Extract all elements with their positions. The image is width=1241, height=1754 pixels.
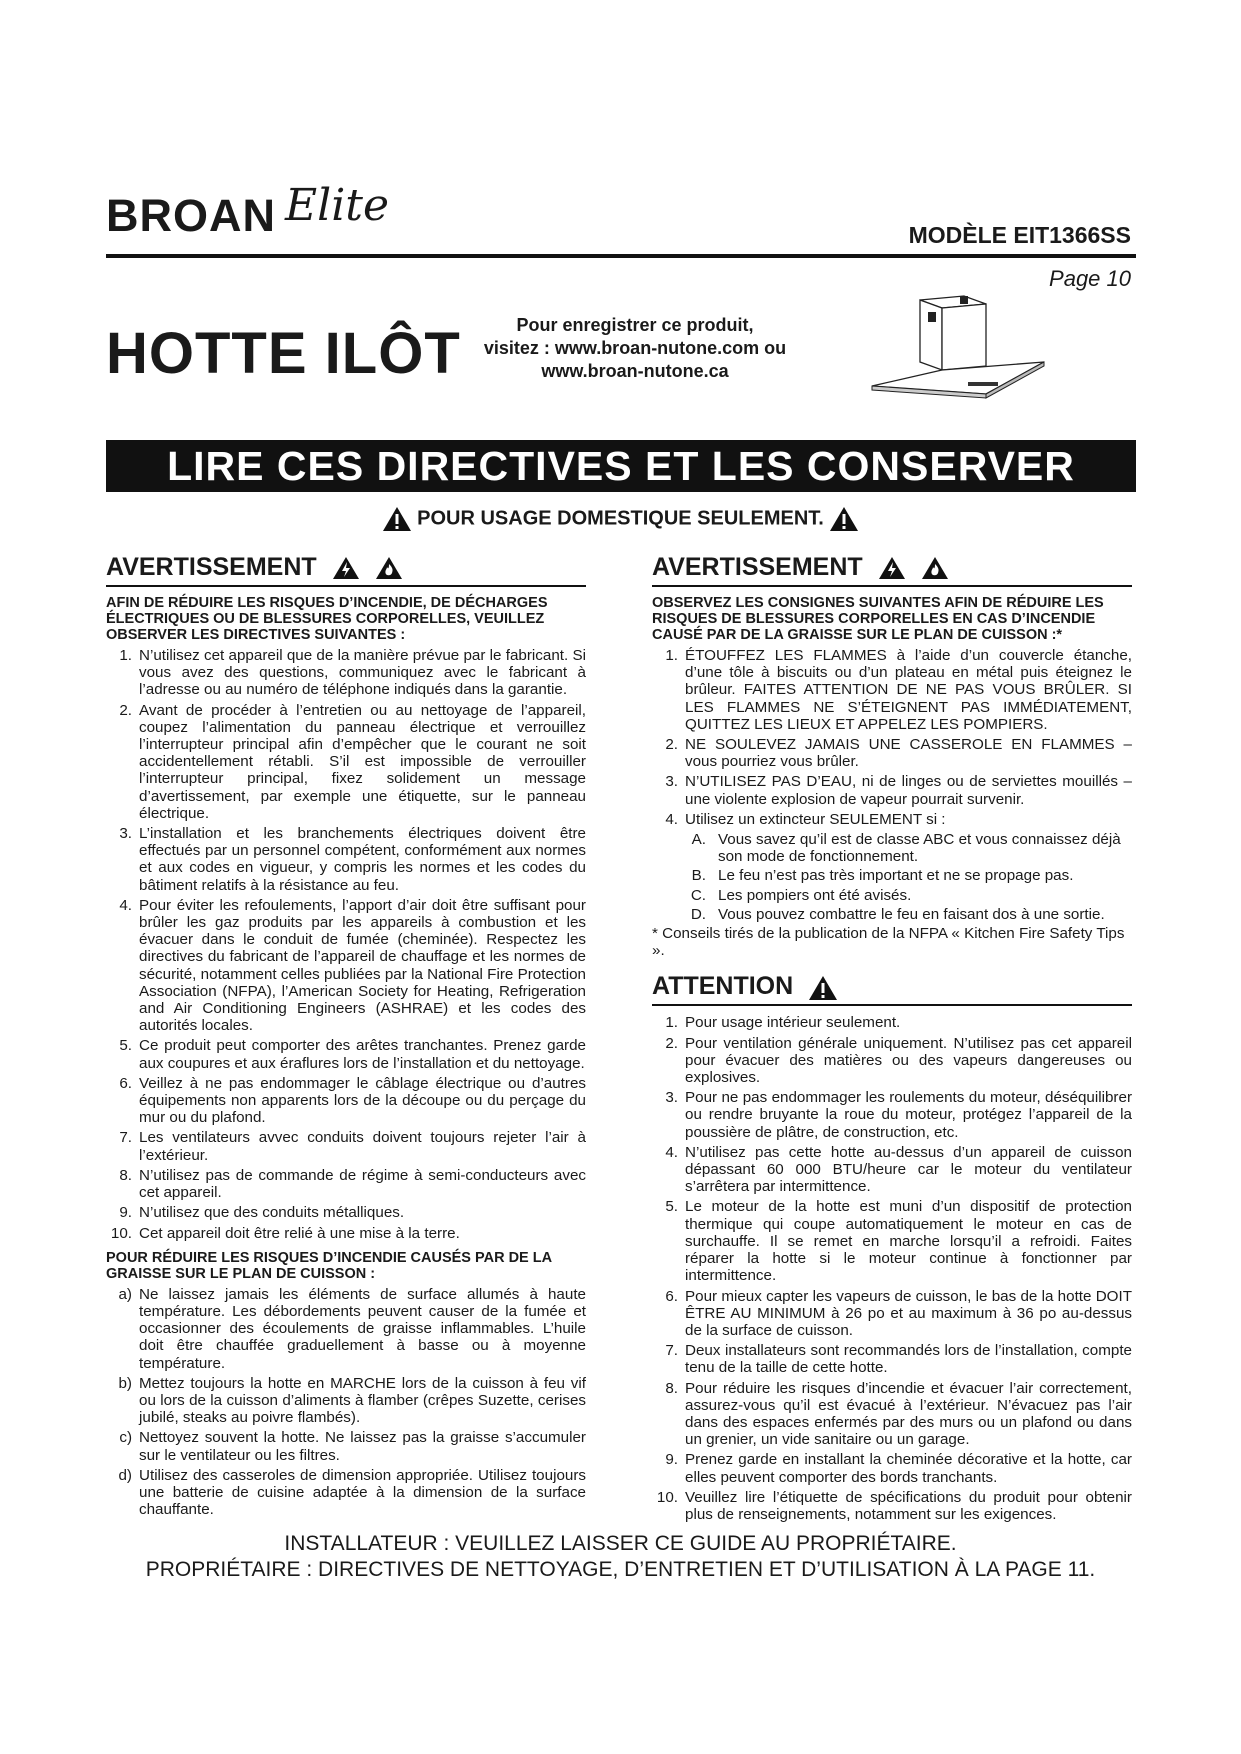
- grease-intro: POUR RÉDUIRE LES RISQUES D’INCENDIE CAUSÉS PAR DE LA GRAISSE SUR LE PLAN DE CUISSON :: [106, 1249, 552, 1282]
- left-intro: AFIN DE RÉDUIRE LES RISQUES D’INCENDIE, DE DÉCHARGES ÉLECTRIQUES OU DE BLESSURES CORPORELLES, VEUILLEZ OBSERVER LES DIRECTIVES SUIVANTES :: [106, 595, 548, 643]
- left-column: [106, 552, 586, 1521]
- item-number: 5.: [665, 1198, 678, 1216]
- main-banner: LIRE CES DIRECTIVES ET LES CONSERVER: [106, 440, 1136, 492]
- item-number: 1.: [665, 1014, 678, 1032]
- register-line: www.broan-nutone.ca: [541, 361, 729, 381]
- item-number: 8.: [119, 1166, 132, 1184]
- item-number: 5.: [119, 1037, 132, 1055]
- warning-heading-text: AVERTISSEMENT: [652, 553, 863, 581]
- list-item: [652, 906, 1132, 923]
- list-item: [106, 1075, 586, 1127]
- item-text: Pour mieux capter les vapeurs de cuisson, le bas de la hotte DOIT ÊTRE AU MINIMUM à 26 po et au maximum à 36 po au-dessus de la surface de cuisson.: [685, 1287, 1132, 1339]
- list-item: [652, 736, 1132, 770]
- list-item: [652, 773, 1132, 807]
- item-number: 4.: [665, 810, 678, 828]
- item-letter: B.: [691, 867, 706, 885]
- item-text: Prenez garde en installant la cheminée décorative et la hotte, car elles peuvent comporter des bords tranchants.: [685, 1451, 1132, 1486]
- item-text: NE SOULEVEZ JAMAIS UNE CASSEROLE EN FLAMMES – vous pourriez vous brûler.: [685, 736, 1132, 771]
- item-text: Cet appareil doit être relié à une mise à la terre.: [139, 1224, 460, 1242]
- item-text: N’utilisez cet appareil que de la manière prévue par le fabricant. Si vous avez des questions, communiquez avec le fabricant à l’adresse ou au numéro de téléphone indiqués dans la garantie.: [139, 647, 586, 699]
- right-intro: OBSERVEZ LES CONSIGNES SUIVANTES AFIN DE RÉDUIRE LES RISQUES DE BLESSURES CORPORELLES EN CAS D’INCENDIE CAUSÉ PAR DE LA GRAISSE SUR LE PLAN DE CUISSON :*: [652, 595, 1104, 643]
- item-number: 4.: [119, 896, 132, 914]
- island-hood-illustration: [868, 290, 1048, 420]
- nfpa-footnote: * Conseils tirés de la publication de la NFPA « Kitchen Fire Safety Tips ».: [652, 925, 1125, 960]
- list-item: [106, 897, 586, 1035]
- item-letter: a): [118, 1285, 132, 1303]
- list-item: [652, 1288, 1132, 1340]
- list-item: [652, 1342, 1132, 1376]
- item-number: 3.: [119, 825, 132, 843]
- item-number: 2.: [665, 736, 678, 754]
- domestic-use-note: [0, 506, 1241, 532]
- list-item: [652, 1144, 1132, 1196]
- item-number: 7.: [665, 1342, 678, 1360]
- item-text: Pour usage intérieur seulement.: [685, 1014, 901, 1032]
- item-text: Avant de procéder à l’entretien ou au nettoyage de l’appareil, coupez l’alimentation du panneau électrique et verrouillez l’interrupteur principal afin d’empêcher que le courant ne soit accidentellement rétabli. S’il est impossible de verrouiller l’interrupteur principal, fixez solidement un message d’avertissement, par exemple une étiquette, sur le panneau électrique.: [139, 701, 586, 822]
- list-item: [652, 1089, 1132, 1141]
- item-letter: A.: [691, 831, 706, 849]
- list-item: [106, 702, 586, 822]
- item-text: Pour ne pas endommager les roulements du moteur, déséquilibrer ou rendre bruyante la roue du moteur, protégez l’appareil de la poussière de plâtre, de construction, etc.: [685, 1089, 1132, 1141]
- grease-list: [106, 1286, 586, 1519]
- item-text: Le moteur de la hotte est muni d’un dispositif de protection thermique qui coupe automatiquement le moteur en cas de surchauffe. Il se remet en marche lorsqu’il a refroidi. Faites réparer la hotte si le moteur continue à fonctionner par intermittence.: [685, 1198, 1132, 1285]
- fire-hazard-icon: [375, 556, 403, 580]
- list-item: [106, 1037, 586, 1071]
- list-item: [652, 1489, 1132, 1523]
- item-number: 7.: [119, 1129, 132, 1147]
- item-number: 4.: [665, 1143, 678, 1161]
- warning-icon: [829, 506, 859, 532]
- item-text: Ce produit peut comporter des arêtes tranchantes. Prenez garde aux coupures et aux éraflures lors de l’installation et du nettoyage.: [139, 1037, 586, 1072]
- page-number: Page 10: [1049, 266, 1131, 291]
- item-text: N’UTILISEZ PAS D’EAU, ni de linges ou de serviettes mouillés – une violente explosion de vapeur pourrait survenir.: [685, 773, 1132, 808]
- item-number: 1.: [119, 647, 132, 664]
- item-text: N’utilisez pas cette hotte au-dessus d’un appareil de cuisson dépassant 60 000 BTU/heure car le moteur du ventilateur s’arrêtera par intermittence.: [685, 1143, 1132, 1196]
- list-item: [106, 1225, 586, 1242]
- item-number: 6.: [119, 1074, 132, 1092]
- model-number: MODÈLE EIT1366SS: [908, 222, 1131, 248]
- item-letter: D.: [690, 905, 706, 923]
- item-text: Les pompiers ont été avisés.: [718, 886, 912, 904]
- list-item: [652, 887, 1132, 904]
- item-text: Veillez à ne pas endommager le câblage électrique ou d’autres équipements non apparents lors de la découpe ou du perçage du mur ou du plafond.: [139, 1074, 586, 1127]
- item-text: Vous savez qu’il est de classe ABC et vous connaissez déjà son mode de fonctionnement.: [718, 831, 1121, 866]
- item-text: Deux installateurs sont recommandés lors de l’installation, compte tenu de la taille de cette hotte.: [685, 1342, 1132, 1377]
- list-item: [652, 1451, 1132, 1485]
- list-item: [106, 647, 586, 699]
- item-letter: b): [118, 1374, 132, 1392]
- warning-icon: [382, 506, 412, 532]
- item-letter: d): [118, 1466, 132, 1484]
- list-item: [106, 1204, 586, 1221]
- list-item: [106, 1467, 586, 1519]
- attention-list: [652, 1014, 1132, 1523]
- list-item: [652, 1035, 1132, 1087]
- fire-safety-list: [652, 647, 1132, 828]
- item-text: Pour ventilation générale uniquement. N’utilisez pas cet appareil pour évacuer des matières ou des vapeurs dangereuses ou explosives.: [685, 1034, 1132, 1087]
- list-item: [652, 647, 1132, 733]
- item-text: N’utilisez pas de commande de régime à semi-conducteurs avec cet appareil.: [139, 1166, 586, 1202]
- item-text: Utilisez des casseroles de dimension appropriée. Utilisez toujours une batterie de cuisine adaptée à la dimension de la surface chauffante.: [139, 1466, 586, 1519]
- attention-heading-text: ATTENTION: [652, 972, 794, 1001]
- item-number: 1.: [665, 647, 678, 664]
- right-column: [652, 552, 1132, 1526]
- item-text: Veuillez lire l’étiquette de spécifications du produit pour obtenir plus de renseignements, notamment sur les exigences.: [685, 1488, 1132, 1523]
- item-text: Mettez toujours la hotte en MARCHE lors de la cuisson à feu vif ou lors de la cuisson d’aliments à flamber (crêpes Suzette, cerises jubilé, steaks au poivre flambés).: [139, 1374, 586, 1427]
- item-text: Pour réduire les risques d’incendie et évacuer l’air correctement, assurez-vous qu’il est évacué à l’extérieur. N’évacuez pas l’air dans des espaces enfermés par des murs ou un plafond ou dans un grenier, un vide sanitaire ou un garage.: [685, 1379, 1132, 1449]
- list-item: [106, 825, 586, 894]
- list-item: [652, 811, 1132, 828]
- left-warning-list: [106, 647, 586, 1242]
- item-number: 8.: [665, 1379, 678, 1397]
- list-item: [106, 1286, 586, 1372]
- domestic-text: POUR USAGE DOMESTIQUE SEULEMENT.: [417, 507, 824, 530]
- register-line: visitez : www.broan-nutone.com ou: [483, 338, 787, 358]
- item-text: Nettoyez souvent la hotte. Ne laissez pas la graisse s’accumuler sur le ventilateur ou les filtres.: [139, 1429, 586, 1464]
- list-item: [106, 1167, 586, 1201]
- item-number: 6.: [665, 1287, 678, 1305]
- warning-heading: [106, 552, 586, 587]
- item-number: 10.: [110, 1224, 132, 1242]
- item-text: ÉTOUFFEZ LES FLAMMES à l’aide d’un couvercle étanche, d’une tôle à biscuits ou d’un plateau en métal puis éteignez le brûleur. FAITES ATTENTION DE NE PAS VOUS BRÛLER. SI LES FLAMMES NE S’ÉTEIGNENT PAS IMMÉDIATEMENT, QUITTEZ LES LIEUX ET APPELEZ LES POMPIERS.: [685, 647, 1132, 733]
- list-item: [652, 1014, 1132, 1031]
- item-text: N’utilisez que des conduits métalliques.: [139, 1204, 405, 1222]
- item-number: 10.: [656, 1488, 678, 1506]
- installer-note: INSTALLATEUR : VEUILLEZ LAISSER CE GUIDE AU PROPRIÉTAIRE.: [284, 1532, 957, 1555]
- item-text: Les ventilateurs avvec conduits doivent toujours rejeter l’air à l’extérieur.: [139, 1129, 586, 1164]
- list-item: [652, 867, 1132, 884]
- item-letter: c): [119, 1429, 132, 1447]
- item-number: 9.: [665, 1451, 678, 1469]
- fire-hazard-icon: [921, 556, 949, 580]
- item-text: Utilisez un extincteur SEULEMENT si :: [685, 810, 946, 828]
- item-number: 3.: [665, 1089, 678, 1107]
- item-number: 2.: [665, 1034, 678, 1052]
- list-item: [106, 1429, 586, 1463]
- item-number: 2.: [119, 701, 132, 719]
- warning-heading: [652, 552, 1132, 587]
- brand-logo: BROAN: [106, 190, 276, 241]
- item-number: 9.: [119, 1204, 132, 1222]
- register-note: [470, 314, 800, 383]
- list-item: [106, 1129, 586, 1163]
- owner-note: PROPRIÉTAIRE : DIRECTIVES DE NETTOYAGE, D’ENTRETIEN ET D’UTILISATION À LA PAGE 11.: [145, 1558, 1096, 1581]
- extinguisher-conditions: [652, 831, 1132, 923]
- item-text: Pour éviter les refoulements, l’apport d’air doit être suffisant pour brûler les gaz produits par les appareils à combustion et les évacuer dans le conduit de fumée (cheminée). Respectez les directives du fabricant de l’appareil de chauffage et les normes de sécurité, notamment celles publiées par la National Fire Protection Association (NFPA), l’American Society for Heating, Refrigeration and Air Conditioning Engineers (ASHRAE) et les codes des autorités locales.: [139, 896, 586, 1035]
- item-number: 3.: [665, 773, 678, 791]
- attention-heading: [652, 971, 1132, 1006]
- item-text: Ne laissez jamais les éléments de surface allumés à haute température. Les débordements peuvent causer de la fumée et occasionner des écoulements de graisse inflammables. L’huile doit être chauffée graduellement à basse ou à moyenne température.: [139, 1285, 586, 1372]
- electric-shock-icon: [878, 556, 906, 580]
- list-item: [106, 1375, 586, 1427]
- item-letter: C.: [690, 886, 706, 904]
- item-text: L’installation et les branchements électriques doivent être effectués par un personnel compétent, conformément aux normes et aux codes en vigueur, y compris les normes et les codes du bâtiment relatifs à la résistance au feu.: [139, 825, 586, 894]
- electric-shock-icon: [332, 556, 360, 580]
- page-title: HOTTE ILÔT: [106, 321, 461, 386]
- item-text: Vous pouvez combattre le feu en faisant dos à une sortie.: [718, 905, 1105, 923]
- list-item: [652, 1198, 1132, 1284]
- list-item: [652, 831, 1132, 865]
- item-text: Le feu n’est pas très important et ne se propage pas.: [718, 867, 1074, 885]
- warning-icon: [808, 975, 838, 1001]
- header-rule: [106, 254, 1136, 258]
- register-line: Pour enregistrer ce produit,: [516, 315, 754, 335]
- brand-script-logo: Elite: [285, 180, 389, 231]
- warning-heading-text: AVERTISSEMENT: [106, 553, 317, 581]
- list-item: [652, 1380, 1132, 1449]
